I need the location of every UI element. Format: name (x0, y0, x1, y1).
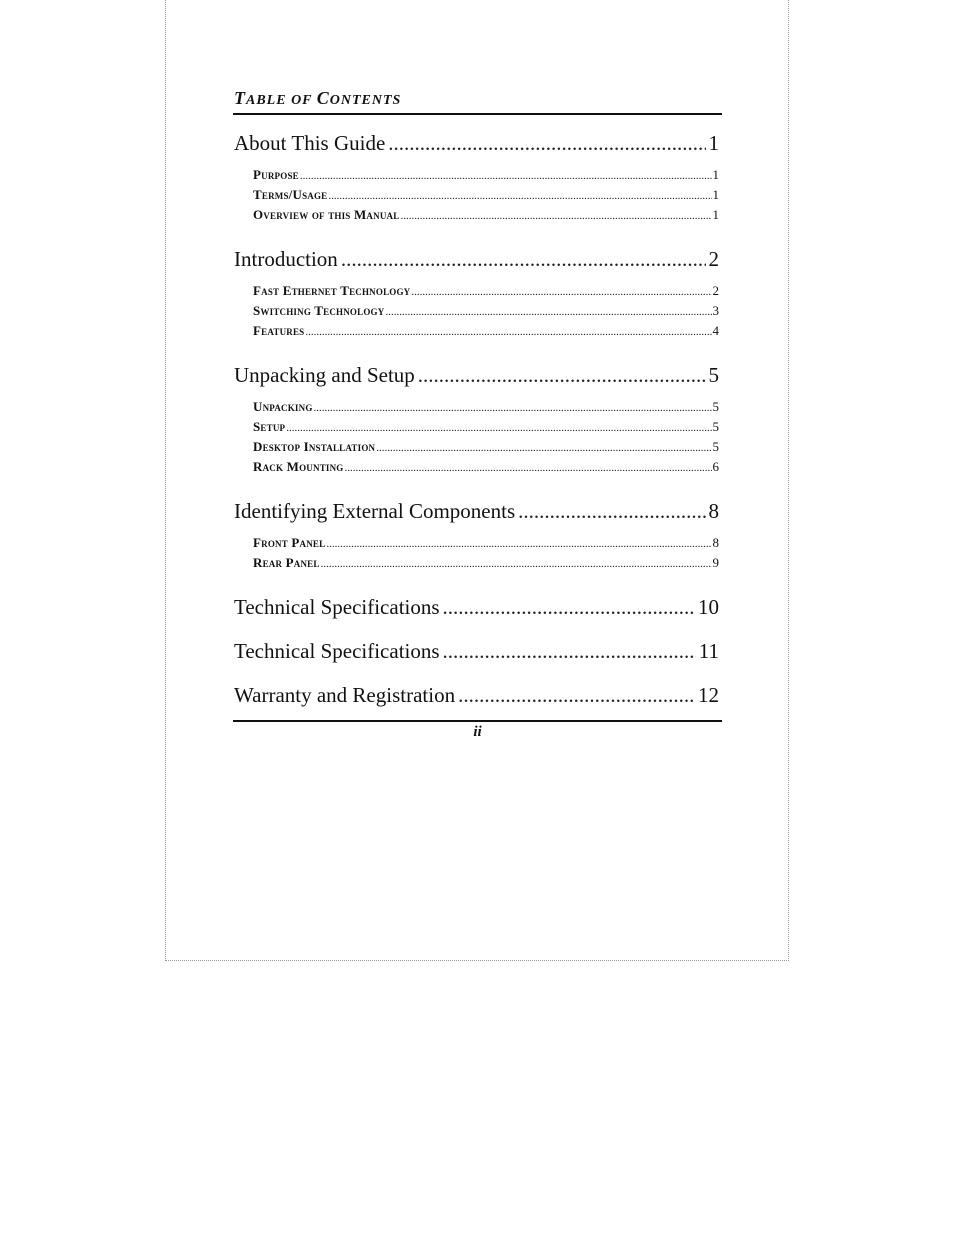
chapter-title: Technical Specifications (234, 639, 440, 663)
subentry-page: 5 (712, 419, 719, 434)
page-number: ii (473, 724, 482, 740)
dot-leader (418, 360, 706, 390)
subentry-title: Fast Ethernet Technology (253, 283, 411, 298)
chapter-page: 10 (698, 595, 719, 619)
toc-list (234, 128, 719, 724)
subentry-page: 9 (712, 555, 719, 570)
subentry-title: Switching Technology (253, 303, 385, 318)
subentry-page: 4 (712, 323, 719, 338)
chapter-title: Technical Specifications (234, 595, 440, 619)
subentry-title: Unpacking (253, 399, 313, 414)
chapter-page: 8 (708, 499, 719, 523)
toc-subentries (234, 281, 719, 341)
subentry-page: 5 (712, 399, 719, 414)
toc-subentry-fast-ethernet[interactable] (253, 281, 719, 301)
chapter-page: 5 (708, 363, 719, 387)
subentry-page: 1 (712, 167, 719, 182)
toc-chapter (234, 244, 719, 341)
toc-subentry-rack-mounting[interactable] (253, 457, 719, 477)
dot-leader (443, 636, 696, 666)
dot-leader (314, 398, 712, 418)
dot-leader (286, 418, 711, 438)
toc-entry-external-components[interactable] (234, 496, 719, 526)
subentry-title: Desktop Installation (253, 439, 376, 454)
toc-subentry-switching[interactable] (253, 301, 719, 321)
chapter-page: 12 (698, 683, 719, 707)
subentry-title: Setup (253, 419, 286, 434)
toc-entry-unpacking-and-setup[interactable] (234, 360, 719, 390)
chapter-title: Introduction (234, 247, 338, 271)
chapter-title: Warranty and Registration (234, 683, 456, 707)
chapter-page: 1 (708, 131, 719, 155)
subentry-title: Rack Mounting (253, 459, 344, 474)
subentry-title: Terms/Usage (253, 187, 328, 202)
subentry-page: 8 (712, 535, 719, 550)
dot-leader (376, 438, 711, 458)
dot-leader (400, 206, 711, 226)
toc-subentries (234, 397, 719, 477)
toc-heading: TABLE OF CONTENTS (234, 88, 402, 108)
dot-leader (411, 282, 711, 302)
chapter-title: About This Guide (234, 131, 386, 155)
toc-chapter (234, 496, 719, 573)
heading-rule (233, 113, 722, 115)
subentry-page: 2 (712, 283, 719, 298)
toc-chapter (234, 636, 719, 666)
subentry-page: 3 (712, 303, 719, 318)
dot-leader (321, 554, 712, 574)
toc-subentry-overview[interactable] (253, 205, 719, 225)
toc-entry-about-this-guide[interactable] (234, 128, 719, 158)
dot-leader (443, 592, 695, 622)
toc-subentry-purpose[interactable] (253, 165, 719, 185)
subentry-page: 5 (712, 439, 719, 454)
dot-leader (385, 302, 711, 322)
toc-subentry-rear-panel[interactable] (253, 553, 719, 573)
dot-leader (328, 186, 711, 206)
toc-chapter (234, 592, 719, 622)
subentry-title: Features (253, 323, 305, 338)
dot-leader (341, 244, 706, 274)
toc-subentry-desktop-installation[interactable] (253, 437, 719, 457)
toc-entry-introduction[interactable] (234, 244, 719, 274)
toc-entry-technical-specifications-2[interactable] (234, 636, 719, 666)
dot-leader (326, 534, 711, 554)
subentry-title: Purpose (253, 167, 299, 182)
toc-chapter (234, 360, 719, 477)
toc-subentry-setup[interactable] (253, 417, 719, 437)
toc-entry-technical-specifications[interactable] (234, 592, 719, 622)
chapter-title: Unpacking and Setup (234, 363, 415, 387)
subentry-title: Front Panel (253, 535, 326, 550)
toc-subentries (234, 533, 719, 573)
dot-leader (300, 166, 712, 186)
subentry-page: 1 (712, 207, 719, 222)
toc-chapter (234, 680, 719, 710)
footer-rule (233, 720, 722, 722)
toc-entry-warranty-and-registration[interactable] (234, 680, 719, 710)
toc-subentry-terms-usage[interactable] (253, 185, 719, 205)
toc-subentries (234, 165, 719, 225)
subentry-page: 6 (712, 459, 719, 474)
chapter-page: 2 (708, 247, 719, 271)
subentry-title: Rear Panel (253, 555, 320, 570)
chapter-title: Identifying External Components (234, 499, 516, 523)
subentry-title: Overview of this Manual (253, 207, 400, 222)
toc-subentry-front-panel[interactable] (253, 533, 719, 553)
dot-leader (518, 496, 705, 526)
toc-subentry-unpacking[interactable] (253, 397, 719, 417)
dot-leader (388, 128, 705, 158)
chapter-page: 11 (698, 639, 719, 663)
dot-leader (458, 680, 695, 710)
dot-leader (305, 322, 711, 342)
dot-leader (345, 458, 712, 478)
toc-subentry-features[interactable] (253, 321, 719, 341)
toc-chapter (234, 128, 719, 225)
subentry-page: 1 (712, 187, 719, 202)
